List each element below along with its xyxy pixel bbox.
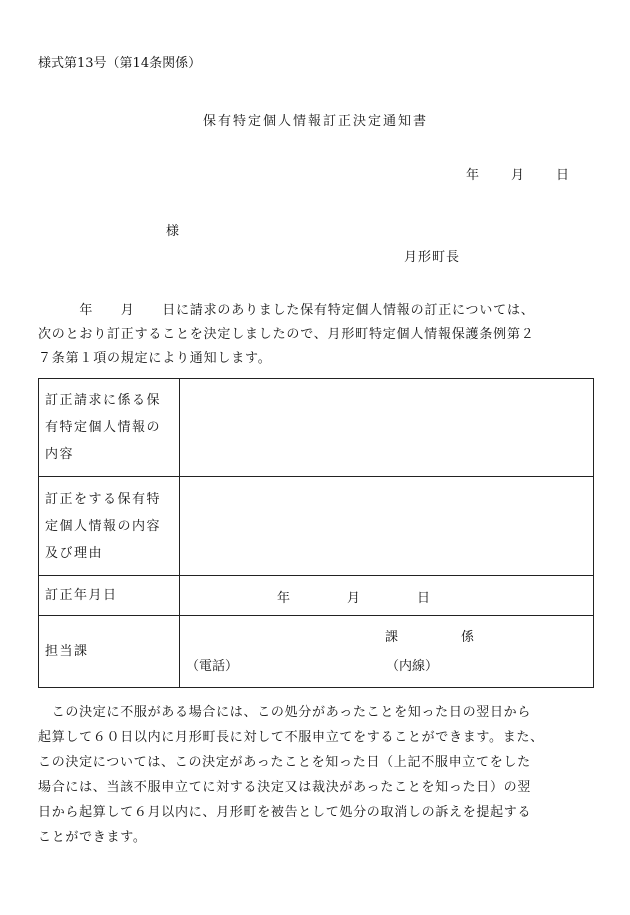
request-content-value[interactable] <box>180 379 594 477</box>
notice-line: ことができます。 <box>38 830 147 845</box>
correction-date-value[interactable] <box>180 576 594 616</box>
correction-date-label: 訂正年月日 <box>39 576 180 616</box>
notice-line: 場合には、当該不服申立てに対する決定又は裁決があったことを知った日）の翌 <box>38 780 532 795</box>
correction-table <box>38 378 594 688</box>
notice-line: この決定に不服がある場合には、この処分があったことを知った日の翌日から <box>38 705 532 720</box>
department-phone: （電話） <box>186 659 239 674</box>
correction-date-day: 日 <box>417 591 431 606</box>
correction-date-year: 年 <box>277 591 291 606</box>
body-line: ７条第１項の規定により通知します。 <box>38 351 272 366</box>
issue-date <box>466 164 569 183</box>
department-value[interactable] <box>180 616 594 688</box>
notice-line: この決定については、この決定があったことを知った日（上記不服申立てをした <box>38 755 531 770</box>
department-extension: （内線） <box>386 659 439 674</box>
addressee: 様 <box>166 224 180 239</box>
date-year-label: 年 <box>466 168 480 183</box>
request-content-label: 訂正請求に係る保 有特定個人情報の 内容 <box>39 379 180 477</box>
table-row <box>39 379 594 477</box>
form-number: 様式第13号（第14条関係） <box>38 56 202 71</box>
table-row <box>39 477 594 576</box>
table-row <box>39 616 594 688</box>
department-label: 担当課 <box>39 616 180 688</box>
body-line: 次のとおり訂正することを決定しましたので、月形町特定個人情報保護条例第２ <box>38 327 535 342</box>
notice-line: 日から起算して６月以内に、月形町を被告として処分の取消しの訴えを提起する <box>38 805 532 820</box>
correction-content-label: 訂正をする保有特 定個人情報の内容 及び理由 <box>39 477 180 576</box>
table-row <box>39 576 594 616</box>
department-section: 課 <box>385 630 399 645</box>
date-day-label: 日 <box>556 168 570 183</box>
body-paragraph <box>38 299 590 371</box>
date-month-label: 月 <box>511 168 525 183</box>
appeal-notice <box>38 700 598 850</box>
correction-content-value[interactable] <box>180 477 594 576</box>
notice-line: 起算して６０日以内に月形町長に対して不服申立てをすることができます。また、 <box>38 730 544 745</box>
document-title: 保有特定個人情報訂正決定通知書 <box>203 114 429 129</box>
correction-date-month: 月 <box>347 591 361 606</box>
body-line: 年 月 日に請求のありました保有特定個人情報の訂正については、 <box>38 303 535 318</box>
department-unit: 係 <box>461 630 475 645</box>
issuer: 月形町長 <box>404 250 461 265</box>
